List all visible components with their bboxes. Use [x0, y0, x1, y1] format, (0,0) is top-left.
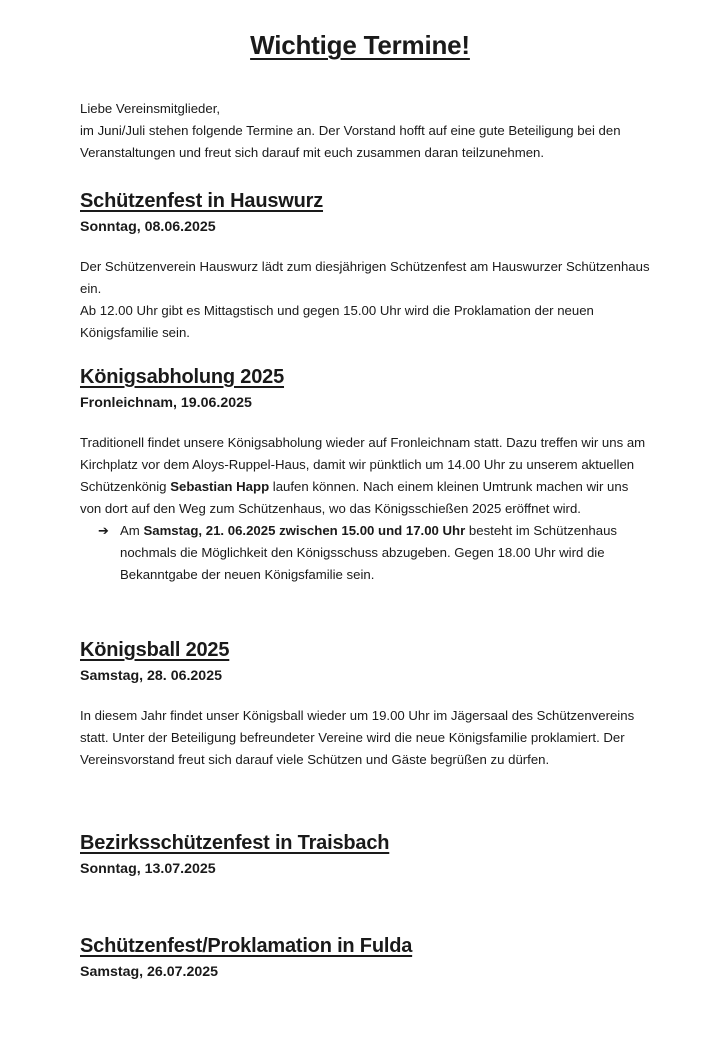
section-fulda [80, 933, 650, 982]
section-heading: Königsball 2025 [80, 639, 230, 661]
section-koenigsabholung [80, 364, 650, 586]
section-body [80, 256, 650, 344]
section-paragraph [80, 432, 650, 520]
intro [80, 98, 650, 164]
intro-greeting: Liebe Vereinsmitglieder, [80, 101, 221, 116]
page-title: Wichtige Termine! [250, 30, 470, 60]
bold-name: Sebastian Happ [170, 479, 270, 494]
section-body [80, 432, 650, 586]
arrow-right-icon: ➔ [98, 523, 109, 538]
section-heading: Königsabholung 2025 [80, 366, 285, 388]
section-heading: Schützenfest/Proklamation in Fulda [80, 935, 413, 957]
section-paragraph: Der Schützenverein Hauswurz lädt zum diesjährigen Schützenfest am Hauswurzer Schützenhaus ein. [80, 259, 650, 296]
text-span: Am [120, 523, 144, 538]
bullet-item [98, 520, 650, 586]
section-date: Sonntag, 08.06.2025 [80, 219, 216, 235]
bullet-text [120, 520, 650, 586]
intro-text: im Juni/Juli stehen folgende Termine an. Der Vorstand hofft auf eine gute Beteiligung bei den Veranstaltungen und freut sich darauf mit euch zusammen daran teilzunehmen. [80, 123, 621, 160]
section-koenigsball [80, 637, 650, 771]
section-date: Fronleichnam, 19.06.2025 [80, 395, 252, 411]
section-date: Sonntag, 13.07.2025 [80, 861, 216, 877]
section-date: Samstag, 26.07.2025 [80, 964, 219, 980]
section-paragraph: In diesem Jahr findet unser Königsball wieder um 19.00 Uhr im Jägersaal des Schützenvereins statt. Unter der Beteiligung befreundeter Vereine wird die neue Königsfamilie proklamiert. Der Vereinsvorstand freut sich darauf viele Schützen und Gäste begrüßen zu dürfen. [80, 708, 635, 767]
section-paragraph: Ab 12.00 Uhr gibt es Mittagstisch und gegen 15.00 Uhr wird die Proklamation der neuen Königsfamilie sein. [80, 303, 594, 340]
section-body [80, 705, 650, 771]
text-span: Traditionell findet unsere Königsabholung wieder auf Fronleichnam statt. Dazu treffen wir uns am Kirchplatz vor dem Aloys-Ruppel-Haus, damit wir pünktlich um 14.00 Uhr zu unserem aktuellen Schützenkönig [80, 435, 646, 494]
section-schuetzenfest-hauswurz [80, 188, 650, 344]
section-date: Samstag, 28. 06.2025 [80, 668, 222, 684]
bold-date: Samstag, 21. 06.2025 zwischen 15.00 und 17.00 Uhr [143, 523, 466, 538]
section-heading: Schützenfest in Hauswurz [80, 190, 324, 212]
section-heading: Bezirksschützenfest in Traisbach [80, 832, 390, 854]
text-span: besteht im Schützenhaus nochmals die Möglichkeit den Königsschuss abzugeben. Gegen 18.00 Uhr wird die Bekanntgabe der neuen Königsfamilie sein. [120, 523, 617, 582]
section-bezirksschuetzenfest [80, 830, 650, 879]
text-span: laufen können. Nach einem kleinen Umtrunk machen wir uns von dort auf den Weg zum Schützenhaus, wo das Königsschießen 2025 eröffnet wird. [80, 479, 629, 516]
